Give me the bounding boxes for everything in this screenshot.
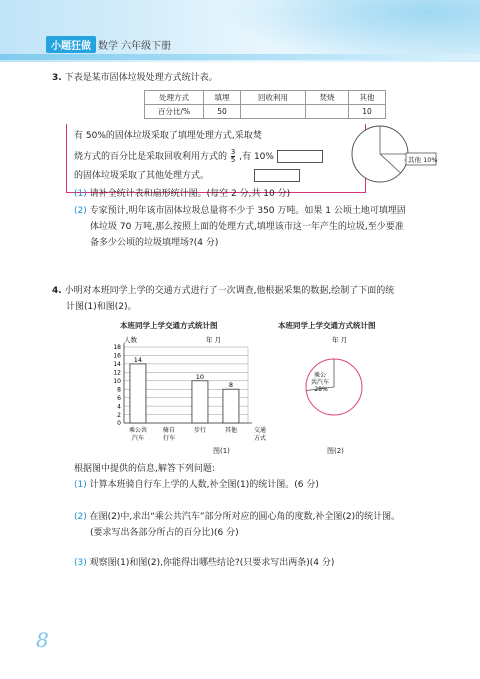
q4-sub1 (74, 478, 319, 493)
q3-sub2-line3: 备多少公顷的垃圾填埋场?(4 分) (90, 238, 219, 248)
header-wave (220, 0, 480, 62)
pie-slice-label: 乘公 (313, 372, 327, 379)
chart1-year: 年 月 (206, 336, 222, 344)
cell-other: 10 (349, 105, 386, 119)
q3-sub2-line2: 体垃圾 70 万吨,那么按照上面的处理方式,填埋该市这一年产生的垃圾,至少要准 (90, 222, 404, 232)
th-other: 其他 (349, 91, 386, 105)
q3-sub2 (74, 204, 406, 219)
q4-sub3-num: (3) (74, 558, 87, 568)
th-landfill: 填埋 (204, 91, 241, 105)
y-tick-label: 18 (113, 344, 121, 352)
q3-sub2-l1: 专家预计,明年该市固体垃圾总量将不少于 350 万吨。如果 1 公顷土地可填埋固 (89, 206, 406, 216)
bar-value-label: 14 (133, 355, 143, 364)
frac-den: 5 (230, 156, 236, 164)
y-tick-label: 2 (117, 411, 121, 419)
frac-num: 3 (230, 148, 236, 156)
q3-pie-chart (348, 118, 438, 190)
chart1-caption: 图(1) (213, 447, 230, 455)
table-row (145, 105, 386, 119)
q4-after: 根据图中提供的信息,解答下列问题: (74, 464, 215, 474)
pie-label: 其他 10% (408, 156, 438, 164)
cell-recycle[interactable] (241, 105, 306, 119)
q3-sub2-num: (2) (74, 206, 87, 216)
pie-slice-label: 28% (314, 386, 328, 393)
x-tick-label: 汽车 (131, 435, 144, 442)
th-method: 处理方式 (145, 91, 204, 105)
row-label: 百分比/% (145, 105, 204, 119)
chart2-caption: 图(2) (327, 447, 344, 455)
answer-box[interactable] (277, 150, 323, 163)
q3-line2 (74, 149, 323, 165)
q3-line2a: 烧方式的百分比是采取回收利用方式的 (74, 152, 228, 162)
y-tick-label: 0 (117, 420, 121, 428)
bar (130, 364, 146, 423)
q3-line1: 有 50%的固体垃圾采取了填埋处理方式,采取焚 (74, 131, 262, 141)
chart2-pie (294, 333, 374, 423)
q3-sub1 (74, 187, 290, 202)
q4-number: 4. (52, 286, 62, 296)
q4-sub3 (74, 556, 334, 571)
th-burn: 焚烧 (306, 91, 349, 105)
x-tick-label: 其他 (224, 427, 237, 434)
bar (223, 389, 239, 423)
q3-intro (52, 71, 218, 86)
q3-intro-text: 下表是某市固体垃圾处理方式统计表。 (64, 73, 218, 83)
pie-slice-label: 共汽车 (310, 379, 330, 386)
bar (192, 381, 208, 423)
q3-table (144, 90, 386, 119)
table-row (145, 91, 386, 105)
q4-intro-line2: 计图(1)和图(2)。 (66, 302, 137, 312)
y-tick-label: 16 (113, 352, 121, 360)
chart1-title: 本班同学上学交通方式统计图 (120, 321, 218, 330)
bar-chart (98, 333, 268, 445)
y-tick-label: 4 (117, 403, 121, 411)
bar-marks (129, 356, 266, 442)
q4-sub1-text: 计算本班骑自行车上学的人数,补全图(1)的统计图。(6 分) (89, 480, 319, 490)
q4-intro-l1: 小明对本班同学上学的交通方式进行了一次调查,他根据采集的数据,绘制了下面的统 (64, 286, 395, 296)
q3-sub1-num: (1) (74, 189, 87, 199)
q4-sub1-num: (1) (74, 480, 87, 490)
q4-sub2-num: (2) (74, 512, 87, 522)
q3-line2b: ,有 10% (239, 152, 274, 162)
bar-value-label: 8 (228, 381, 234, 390)
x-tick-label: 骑自 (162, 427, 175, 434)
q4-sub2-line2: (要求写出各部分所占的百分比)(6 分) (90, 528, 239, 538)
chart2-title: 本班同学上学交通方式统计图 (278, 321, 376, 330)
chart1-ylabel: 人数 (124, 336, 137, 344)
brand-tag: 小题狂做 (46, 36, 96, 53)
answer-box[interactable] (254, 169, 300, 182)
cell-landfill: 50 (204, 105, 241, 119)
q4-sub2 (74, 510, 400, 525)
q3-number: 3. (52, 73, 62, 83)
cell-burn[interactable] (306, 105, 349, 119)
chart2-year: 年 月 (332, 336, 348, 344)
q3-sub1-text: 请补全统计表和扇形统计图。(每空 2 分,共 10 分) (89, 189, 291, 199)
bar-value-label: 10 (195, 372, 205, 381)
th-recycle: 回收利用 (241, 91, 306, 105)
y-tick-label: 8 (117, 386, 121, 394)
y-tick-label: 14 (113, 361, 121, 369)
header-strip (0, 54, 480, 60)
q4-sub3-text: 观察图(1)和图(2),你能得出哪些结论?(只要求写出两条)(4 分) (89, 558, 335, 568)
x-tick-label: 乘公共 (128, 427, 147, 434)
x-tick-label: 行车 (162, 435, 175, 442)
q4-intro (52, 284, 394, 299)
q3-line3-text: 的固体垃圾采取了其他处理方式。 (74, 171, 210, 181)
q4-sub2-l1: 在图(2)中,求出“乘公共汽车”部分所对应的圆心角的度数,补全图(2)的统计图。 (89, 512, 401, 522)
fraction (231, 149, 235, 164)
x-axis-label: 交通 (254, 427, 267, 434)
page-number: 8 (36, 628, 49, 652)
x-axis-label: 方式 (254, 435, 267, 442)
y-tick-label: 10 (113, 377, 121, 385)
subject-label: 数学 六年级下册 (98, 41, 172, 52)
y-tick-label: 12 (113, 369, 121, 377)
y-tick-label: 6 (117, 394, 121, 402)
x-tick-label: 步行 (193, 427, 206, 434)
